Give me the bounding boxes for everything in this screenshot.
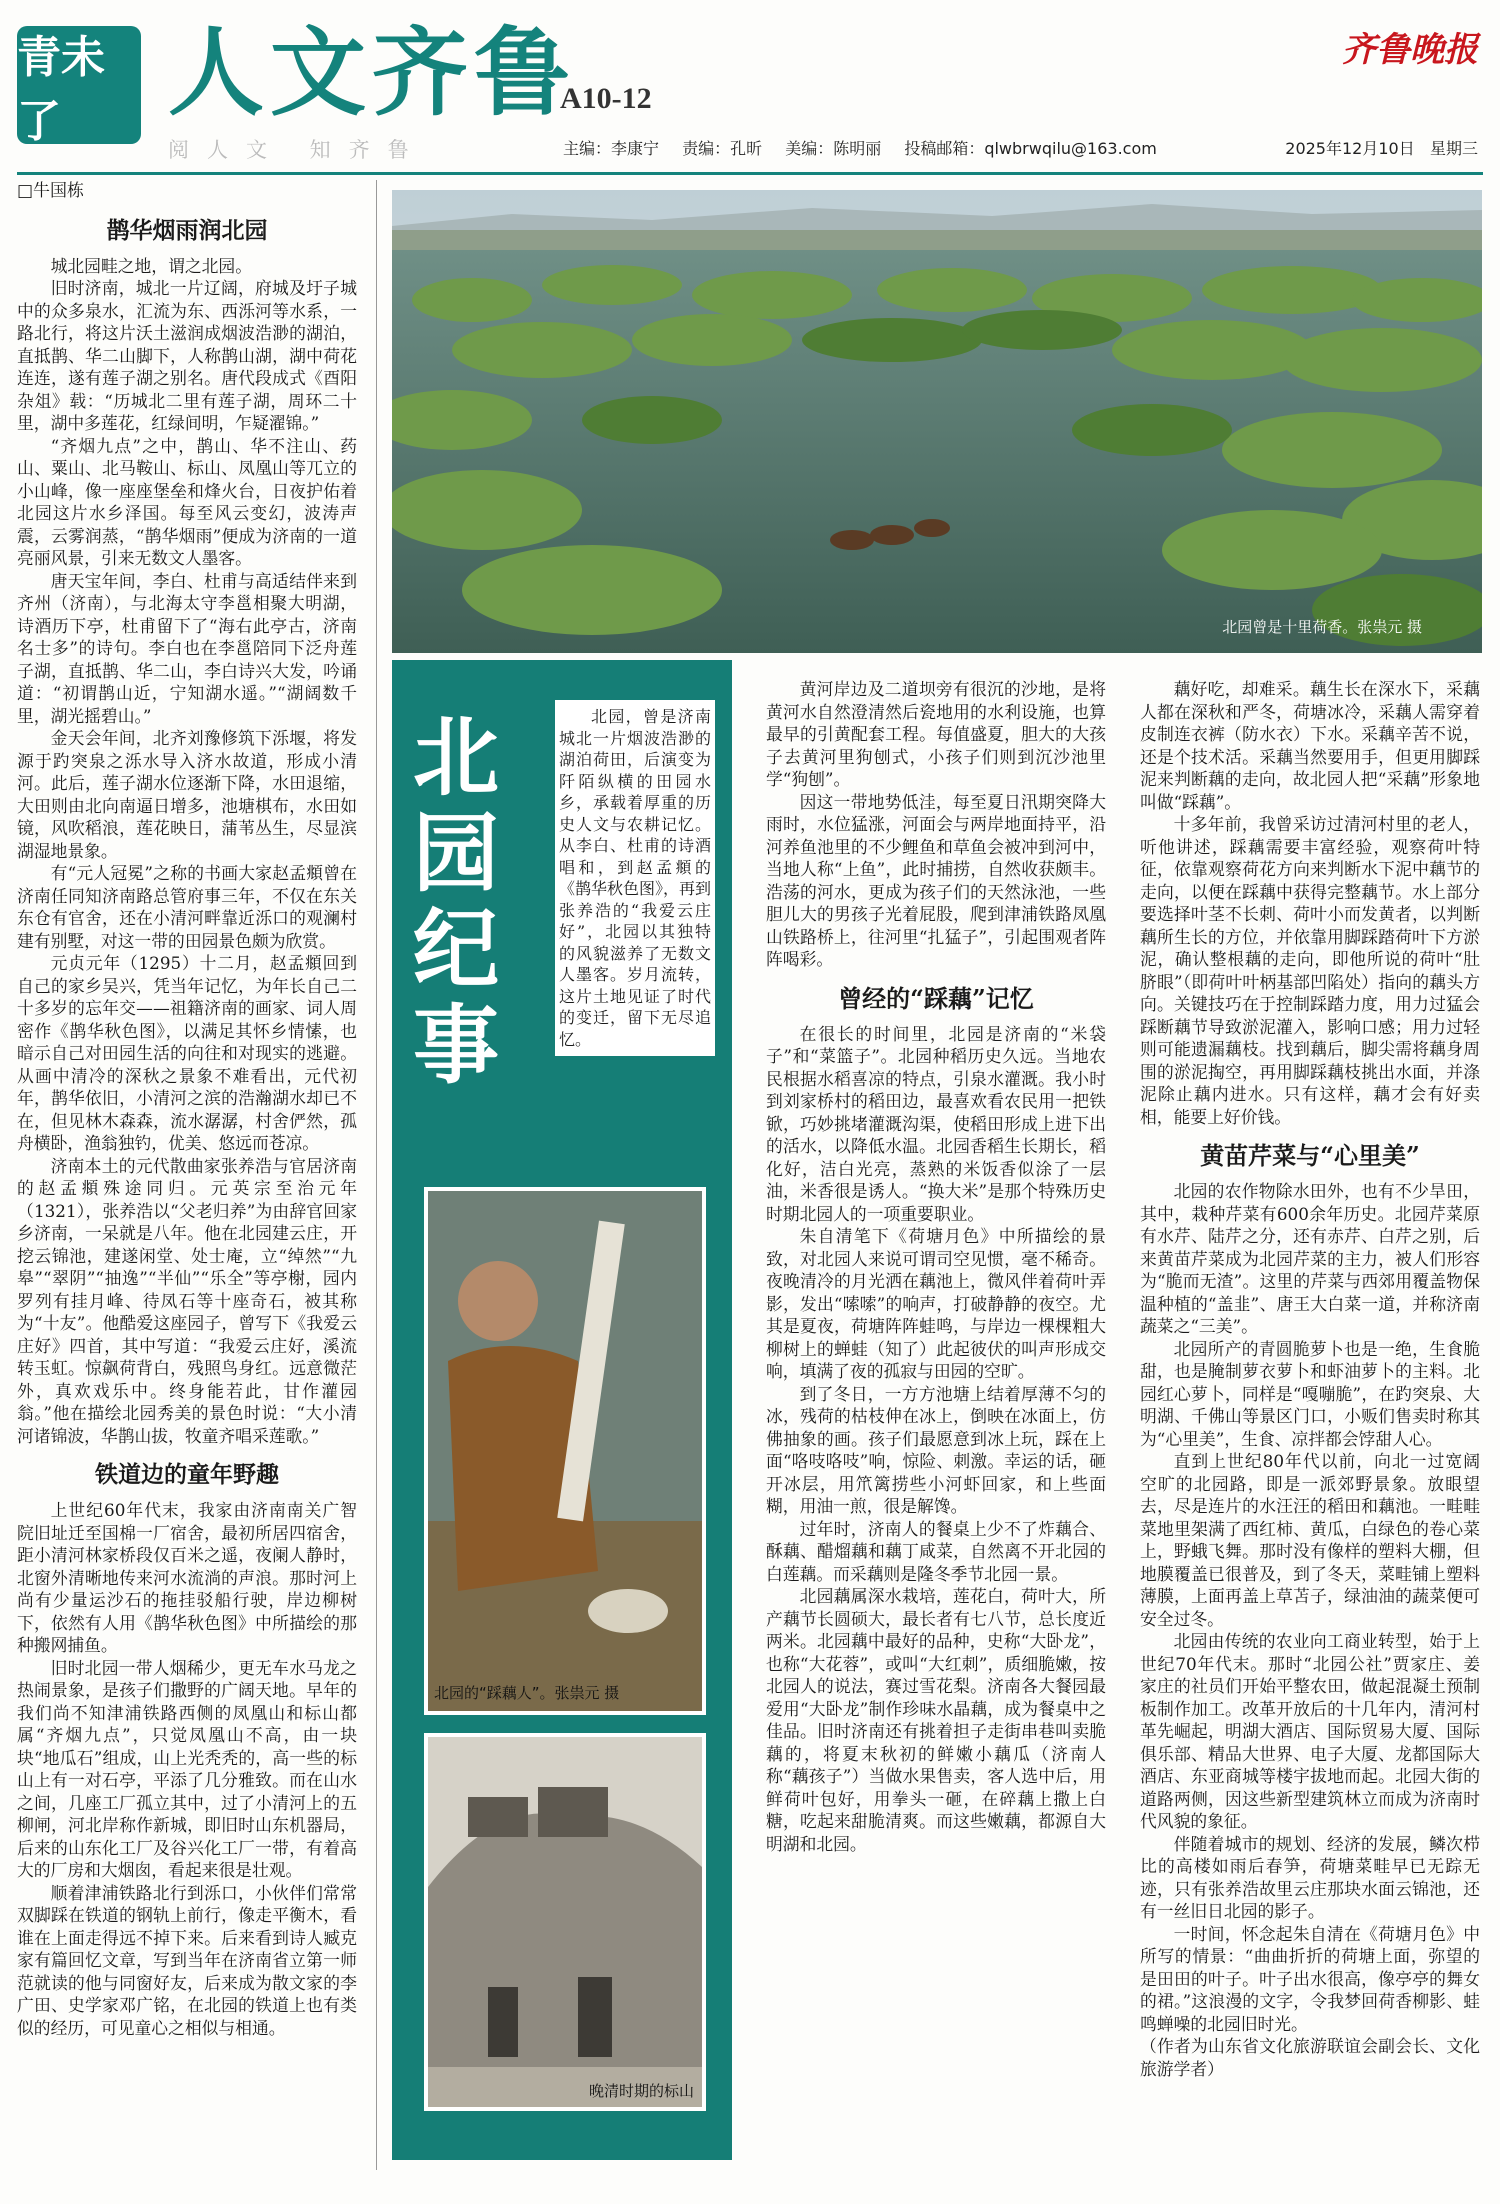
column-3: [766, 678, 1106, 1855]
section-title: 人文齐鲁: [168, 16, 576, 129]
paragraph: 唐天宝年间，李白、杜甫与高适结伴来到齐州（济南），与北海太守李邕相聚大明湖，诗酒历下亭，杜甫留下了“海右此亭古，济南名士多”的诗句。李白也在李邕陪同下泛舟莲子湖，直抵鹊、华二山，李白诗兴大发，吟诵道：“初谓鹊山近，宁知湖水遥。”“湖阔数千里，湖光摇碧山。”: [17, 570, 357, 726]
top-photo-caption: 北园曾是十里荷香。张祟元 摄: [1222, 618, 1422, 636]
section-heading: 鹊华烟雨润北园: [106, 216, 268, 244]
paper-name-logo: 齐鲁晚报: [1342, 30, 1478, 70]
paragraph: 过年时，济南人的餐桌上少不了炸藕合、酥藕、醋熘藕和藕丁咸菜，自然离不开北园的白莲藕。而采藕则是隆冬季节北园一景。: [766, 1518, 1106, 1584]
mid-photo-caption: 北园的“踩藕人”。张祟元 摄: [434, 1684, 620, 1702]
art-editor: 美编：陈明丽: [785, 139, 882, 158]
paragraph: 城北园畦之地，谓之北园。: [50, 255, 252, 276]
duty-editor: 责编：孔昕: [682, 139, 763, 158]
lotus-pond-illustration: [392, 190, 1482, 653]
issue-weekday: 星期三: [1429, 139, 1478, 158]
paragraph: 朱自清笔下《荷塘月色》中所描绘的景致，对北园人来说可谓司空见惯，毫不稀奇。夜晚清冷的月光洒在藕池上，微风伴着荷叶弄影，发出“嗦嗦”的响声，打破静静的夜空。尤其是夏夜，荷塘阵阵蛙鸣，与岸边一棵棵粗大柳树上的蝉蛙（知了）此起彼伏的叫声形成交响，填满了夜的孤寂与田园的空旷。: [766, 1226, 1106, 1381]
paragraph: 到了冬日，一方方池塘上结着厚薄不匀的冰，残荷的枯枝伸在冰上，倒映在冰面上，仿佛抽象的画。孩子们最愿意到冰上玩，踩在上面“咯吱咯吱”响，惊险、刺激。幸运的话，砸开冰层，用笊篱捞些小河虾回家，和上些面糊，用油一煎，很是解馋。: [766, 1383, 1106, 1516]
lotus-digger-photo: [424, 1187, 706, 1715]
paragraph: 旧时北园一带人烟稀少，更无车水马龙之热闹景象，是孩子们撒野的广阔天地。早年的我们尚不知津浦铁路西侧的凤凰山和标山都属“齐烟九点”，只觉凤凰山不高，由一块块“地瓜石”组成，山上光秃秃的，高一些的标山上有一对石亭，平添了几分雅致。而在山水之间，几座工厂孤立其中，过了小清河上的五柳闸，河北岸称作新城，即旧时山东机器局，后来的山东化工厂及谷兴化工厂一带，有着高大的厂房和大烟囱，看起来很是壮观。: [17, 1657, 357, 1880]
paragraph: 有“元人冠冕”之称的书画大家赵孟頫曾在济南任同知济南路总管府事三年，不仅在东关东仓有官舍，还在小清河畔靠近泺口的观澜村建有别墅，对这一带的田园景色颇为欣赏。: [17, 863, 357, 951]
byline: □牛国栋: [17, 181, 85, 201]
low-photo-caption: 晚清时期的标山: [588, 2082, 694, 2100]
paragraph: 因这一带地势低洼，每至夏日汛期突降大雨时，水位猛涨，河面会与两岸地面持平，沿河养鱼池里的不少鲤鱼和草鱼会被冲到河中，当地人称“上鱼”，此时捕捞，自然收获颇丰。浩荡的河水，更成为孩子们的天然泳池，一些胆儿大的男孩子光着屁股，爬到津浦铁路凤凰山铁路桥上，往河里“扎猛子”，引起围观者阵阵喝彩。: [766, 791, 1106, 969]
issue-date: 2025年12月10日: [1285, 139, 1415, 158]
section-logo: [17, 26, 141, 147]
paragraph: 北园的农作物除水田外，也有不少旱田，其中，栽种芹菜有600余年历史。北园芹菜原有水芹、陆芹之分，还有赤芹、白芹之别，后来黄苗芹菜成为北园芹菜的主力，被人们形容为“脆而无渣”。这里的芹菜与西郊用覆盖物保温种植的“盖韭”、唐王大白菜一道，并称济南蔬菜之“三美”。: [1140, 1181, 1480, 1336]
section-heading: 黄苗芹菜与“心里美”: [1200, 1141, 1420, 1170]
header-rule: [17, 172, 1483, 175]
paragraph: 北园藕属深水栽培，莲花白，荷叶大，所产藕节长圆硕大，最长者有七八节，总长度近两米。北园藕中最好的品种，史称“大卧龙”，也称“大花蓉”，或叫“大红刺”，质细脆嫩，按北园人的说法，赛过雪花梨。济南各大餐园最爱用“大卧龙”制作珍味水晶藕，成为餐桌中之佳品。旧时济南还有挑着担子走街串巷叫卖脆藕的，将夏末秋初的鲜嫩小藕瓜（济南人称“藕孩子”）当做水果售卖，客人选中后，用鲜荷叶包好，用拳头一砸，在碎藕上撒上白糖，吃起来甜脆清爽。而这些嫩藕，都源自大明湖和北园。: [766, 1586, 1106, 1854]
paragraph: 一时间，怀念起朱自清在《荷塘月色》中所写的情景：“曲曲折折的荷塘上面，弥望的是田田的叶子。叶子出水很高，像亭亭的舞女的裙。”这浪漫的文字，令我梦回荷香柳影、蛙鸣蝉噪的北园旧时光。: [1140, 1923, 1480, 2034]
biaoshan-photo: [424, 1733, 706, 2111]
feature-intro: 北园，曾是济南城北一片烟波浩渺的湖泊荷田，后演变为阡陌纵横的田园水乡，承载着厚重的历史人文与农耕记忆。从李白、杜甫的诗酒唱和，到赵孟頫的《鹊华秋色图》，再到张养浩的“我爱云庄好”，北园以其独特的风貌滋养了无数文人墨客。岁月流转，这片土地见证了时代的变迁，留下无尽追忆。: [555, 700, 715, 1056]
paragraph: 北园所产的青圆脆萝卜也是一绝，生食脆甜，也是腌制萝衣萝卜和虾油萝卜的主料。北园红心萝卜，同样是“嘎嘣脆”，在趵突泉、大明湖、千佛山等景区门口，小贩们售卖时称其为“心里美”，生食、凉拌都会饽甜人心。: [1140, 1338, 1480, 1449]
paragraph: 济南本土的元代散曲家张养浩与官居济南的赵孟頫殊途同归。元英宗至治元年（1321），张养浩以“父老归养”为由辞官回家乡济南，一呆就是八年。他在北园建云庄，开挖云锦池，建遂闲堂、处士庵，立“绰然”“九皋”“翠阴”“抽逸”“半仙”“乐全”等亭榭，园内罗列有挂月峰、待凤石等十座奇石，被其称为“十友”。他酷爱这座园子，曾写下《我爱云庄好》四首，其中写道：“我爱云庄好，溪流转玉虹。惊飙荷背白，残照鸟身红。远意微茫外，真欢戏乐中。终身能若此，甘作灌园翁。”他在描绘北园秀美的景色时说：“大小清河诸锦波，华鹊山拔，牧童齐唱采莲歌。”: [17, 1155, 357, 1446]
paragraph: 在很长的时间里，北园是济南的“米袋子”和“菜篮子”。北园种稻历史久远。当地农民根据水稻喜凉的特点，引泉水灌溉。我小时到刘家桥村的稻田边，最喜欢看农民用一把铁锨，巧妙挑堵灌溉沟渠，使稻田形成上进下出的活水，以降低水温。北园香稻生长期长，稻化好，洁白光亮，蒸熟的米饭香似涂了一层油，米香很是诱人。“换大米”是那个特殊历史时期北园人的一项重要职业。: [766, 1023, 1106, 1224]
paragraph: 顺着津浦铁路北行到泺口，小伙伴们常常双脚踩在铁道的钢轨上前行，像走平衡木，看谁在上面走得远不掉下来。后来看到诗人臧克家有篇回忆文章，写到当年在济南省立第一师范就读的他与同窗好友，后来成为散文家的李广田、史学家邓广铭，在北园的铁道上也有类似的经历，可见童心之相似与相通。: [17, 1882, 357, 2038]
paragraph: 元贞元年（1295）十二月，赵孟頫回到自己的家乡吴兴，凭当年记忆，为年长自己二十多岁的忘年交——祖籍济南的画家、词人周密作《鹊华秋色图》，以满足其怀乡情愫，也暗示自己对田园生活的向往和对现实的逃避。从画中清冷的深秋之景象不难看出，元代初年，鹊华依旧，小清河之滨的浩瀚湖水却已不在，但见林木森森，流水潺潺，村舍俨然，孤舟横卧，渔翁独钓，优美、悠远而苍凉。: [17, 953, 357, 1153]
logo-text: 青未了: [17, 32, 105, 147]
column-divider: [376, 180, 377, 2170]
paragraph: 北园由传统的农业向工商业转型，始于上世纪70年代末。那时“北园公社”贾家庄、姜家庄的社员们开始平整农田，做起混凝土预制板制作加工。改革开放后的十几年内，清河村革先崛起，明湖大酒店、国际贸易大厦、国际俱乐部、精品大世界、电子大厦、龙都国际大酒店、东亚商城等楼宇拔地而起。北园大街的道路两侧，因这些新型建筑林立而成为济南时代风貌的象征。: [1140, 1631, 1480, 1831]
column-1: [17, 180, 357, 2039]
paragraph: 十多年前，我曾采访过清河村里的老人，听他讲述，踩藕需要丰富经验，观察荷叶特征，依靠观察荷花方向来判断水下泥中藕节的走向，以便在踩藕中获得完整藕节。水上部分要选择叶茎不长刺、荷叶小而发黄者，以判断藕所生长的方位，并依靠用脚踩踏荷叶下方淤泥，确认整根藕的走向，即他所说的荷叶“肚脐眼”（即荷叶叶柄基部凹陷处）指向的藕头方向。关键技巧在于控制踩踏力度，用力过猛会踩断藕节导致淤泥灌入，影响口感；用力过轻则可能遗漏藕枝。找到藕后，脚尖需将藕身周围的淤泥掏空，再用脚踩藕枝挑出水面，并涤泥除止藕内进水。只有这样，藕才会有好卖相，能要上好价钱。: [1140, 814, 1480, 1127]
lotus-digger-illustration: [428, 1191, 702, 1711]
feature-headline: 北园纪事: [413, 707, 499, 1096]
paragraph: 旧时济南，城北一片辽阔，府城及圩子城中的众多泉水，汇流为东、西泺河等水系，一路北行，将这片沃土滋润成烟波浩渺的湖泊，直抵鹊、华二山脚下，人称鹊山湖，湖中荷花连连，遂有莲子湖之别名。唐代段成式《酉阳杂俎》载：“历城北二里有莲子湖，周环二十里，湖中多莲花，红绿间明，乍疑濯锦。”: [17, 278, 357, 433]
biaoshan-illustration: [428, 1737, 702, 2107]
page-code: A10-12: [560, 82, 652, 115]
section-heading: 铁道边的童年野趣: [95, 1461, 279, 1488]
paragraph: 直到上世纪80年代以前，向北一过宽阔空旷的北园路，即是一派郊野景象。放眼望去，尽是连片的水汪汪的稻田和藕池。一畦畦菜地里架满了西红柿、黄瓜，白绿色的卷心菜上，野蛾飞舞。那时没有像样的塑料大棚，但地膜覆盖已很普及，到了冬天，菜畦铺上塑料薄膜，上面再盖上草苫子，绿油油的蔬菜便可安全过冬。: [1140, 1451, 1480, 1629]
paragraph: 黄河岸边及二道坝旁有很沉的沙地，是将黄河水自然澄清然后瓷地用的水利设施，也算最早的引黄配套工程。每值盛夏，胆大的大孩子去黄河里狗刨式，小孩子们则到沉沙池里学“狗刨”。: [766, 679, 1106, 789]
tagline: 阅人文 知齐鲁: [168, 138, 427, 162]
paragraph: 藕好吃，却难采。藕生长在深水下，采藕人都在深秋和严冬，荷塘冰冷，采藕人需穿着皮制连衣裤（防水衣）下水。采藕辛苦不说，还是个技术活。采藕当然要用手，但更用脚踩泥来判断藕的走向，故北园人把“采藕”形象地叫做“踩藕”。: [1140, 679, 1480, 812]
submission-email: 投稿邮箱：qlwbrwqilu@163.com: [904, 139, 1157, 158]
paragraph: 伴随着城市的规划、经济的发展，鳞次栉比的高楼如雨后春笋，荷塘菜畦早已无踪无迹，只有张养浩故里云庄那块水面云锦池，还有一丝旧日北园的影子。: [1140, 1833, 1480, 1921]
paragraph: “齐烟九点”之中，鹊山、华不注山、药山、粟山、北马鞍山、标山、凤凰山等兀立的小山峰，像一座座堡垒和烽火台，日夜护佑着北园这片水乡泽国。每至风云变幻，波涛声震，云雾润蒸，“鹊华烟雨”便成为济南的一道亮丽风景，引来无数文人墨客。: [17, 435, 357, 568]
section-heading: 曾经的“踩藕”记忆: [838, 983, 1034, 1013]
author-note: （作者为山东省文化旅游联谊会副会长、文化旅游学者）: [1140, 2036, 1480, 2079]
paragraph: 金天会年间，北齐刘豫修筑下泺堰，将发源于趵突泉之泺水导入济水故道，形成小清河。此后，莲子湖水位逐渐下降，水田退缩，大田则由北向南逼日增多，池塘棋布，水田如镜，风吹稻浪，莲花映日，蒲苇丛生，尽显滨湖湿地景象。: [17, 728, 357, 861]
editor-credits: [563, 136, 1175, 159]
column-4: [1140, 678, 1480, 2080]
chief-editor: 主编：李康宁: [563, 139, 660, 158]
lotus-pond-photo: [392, 190, 1482, 653]
dateline: [1285, 136, 1478, 159]
paragraph: 上世纪60年代末，我家由济南南关广智院旧址迁至国棉一厂宿舍，最初所居四宿舍，距小清河林家桥段仅百米之遥，夜阑人静时，北窗外清晰地传来河水流淌的声浪。那时河上尚有少量运沙石的拖挂驳船行驶，岸边柳树下，依然有人用《鹊华秋色图》中所描绘的那种搬网捕鱼。: [17, 1500, 357, 1655]
